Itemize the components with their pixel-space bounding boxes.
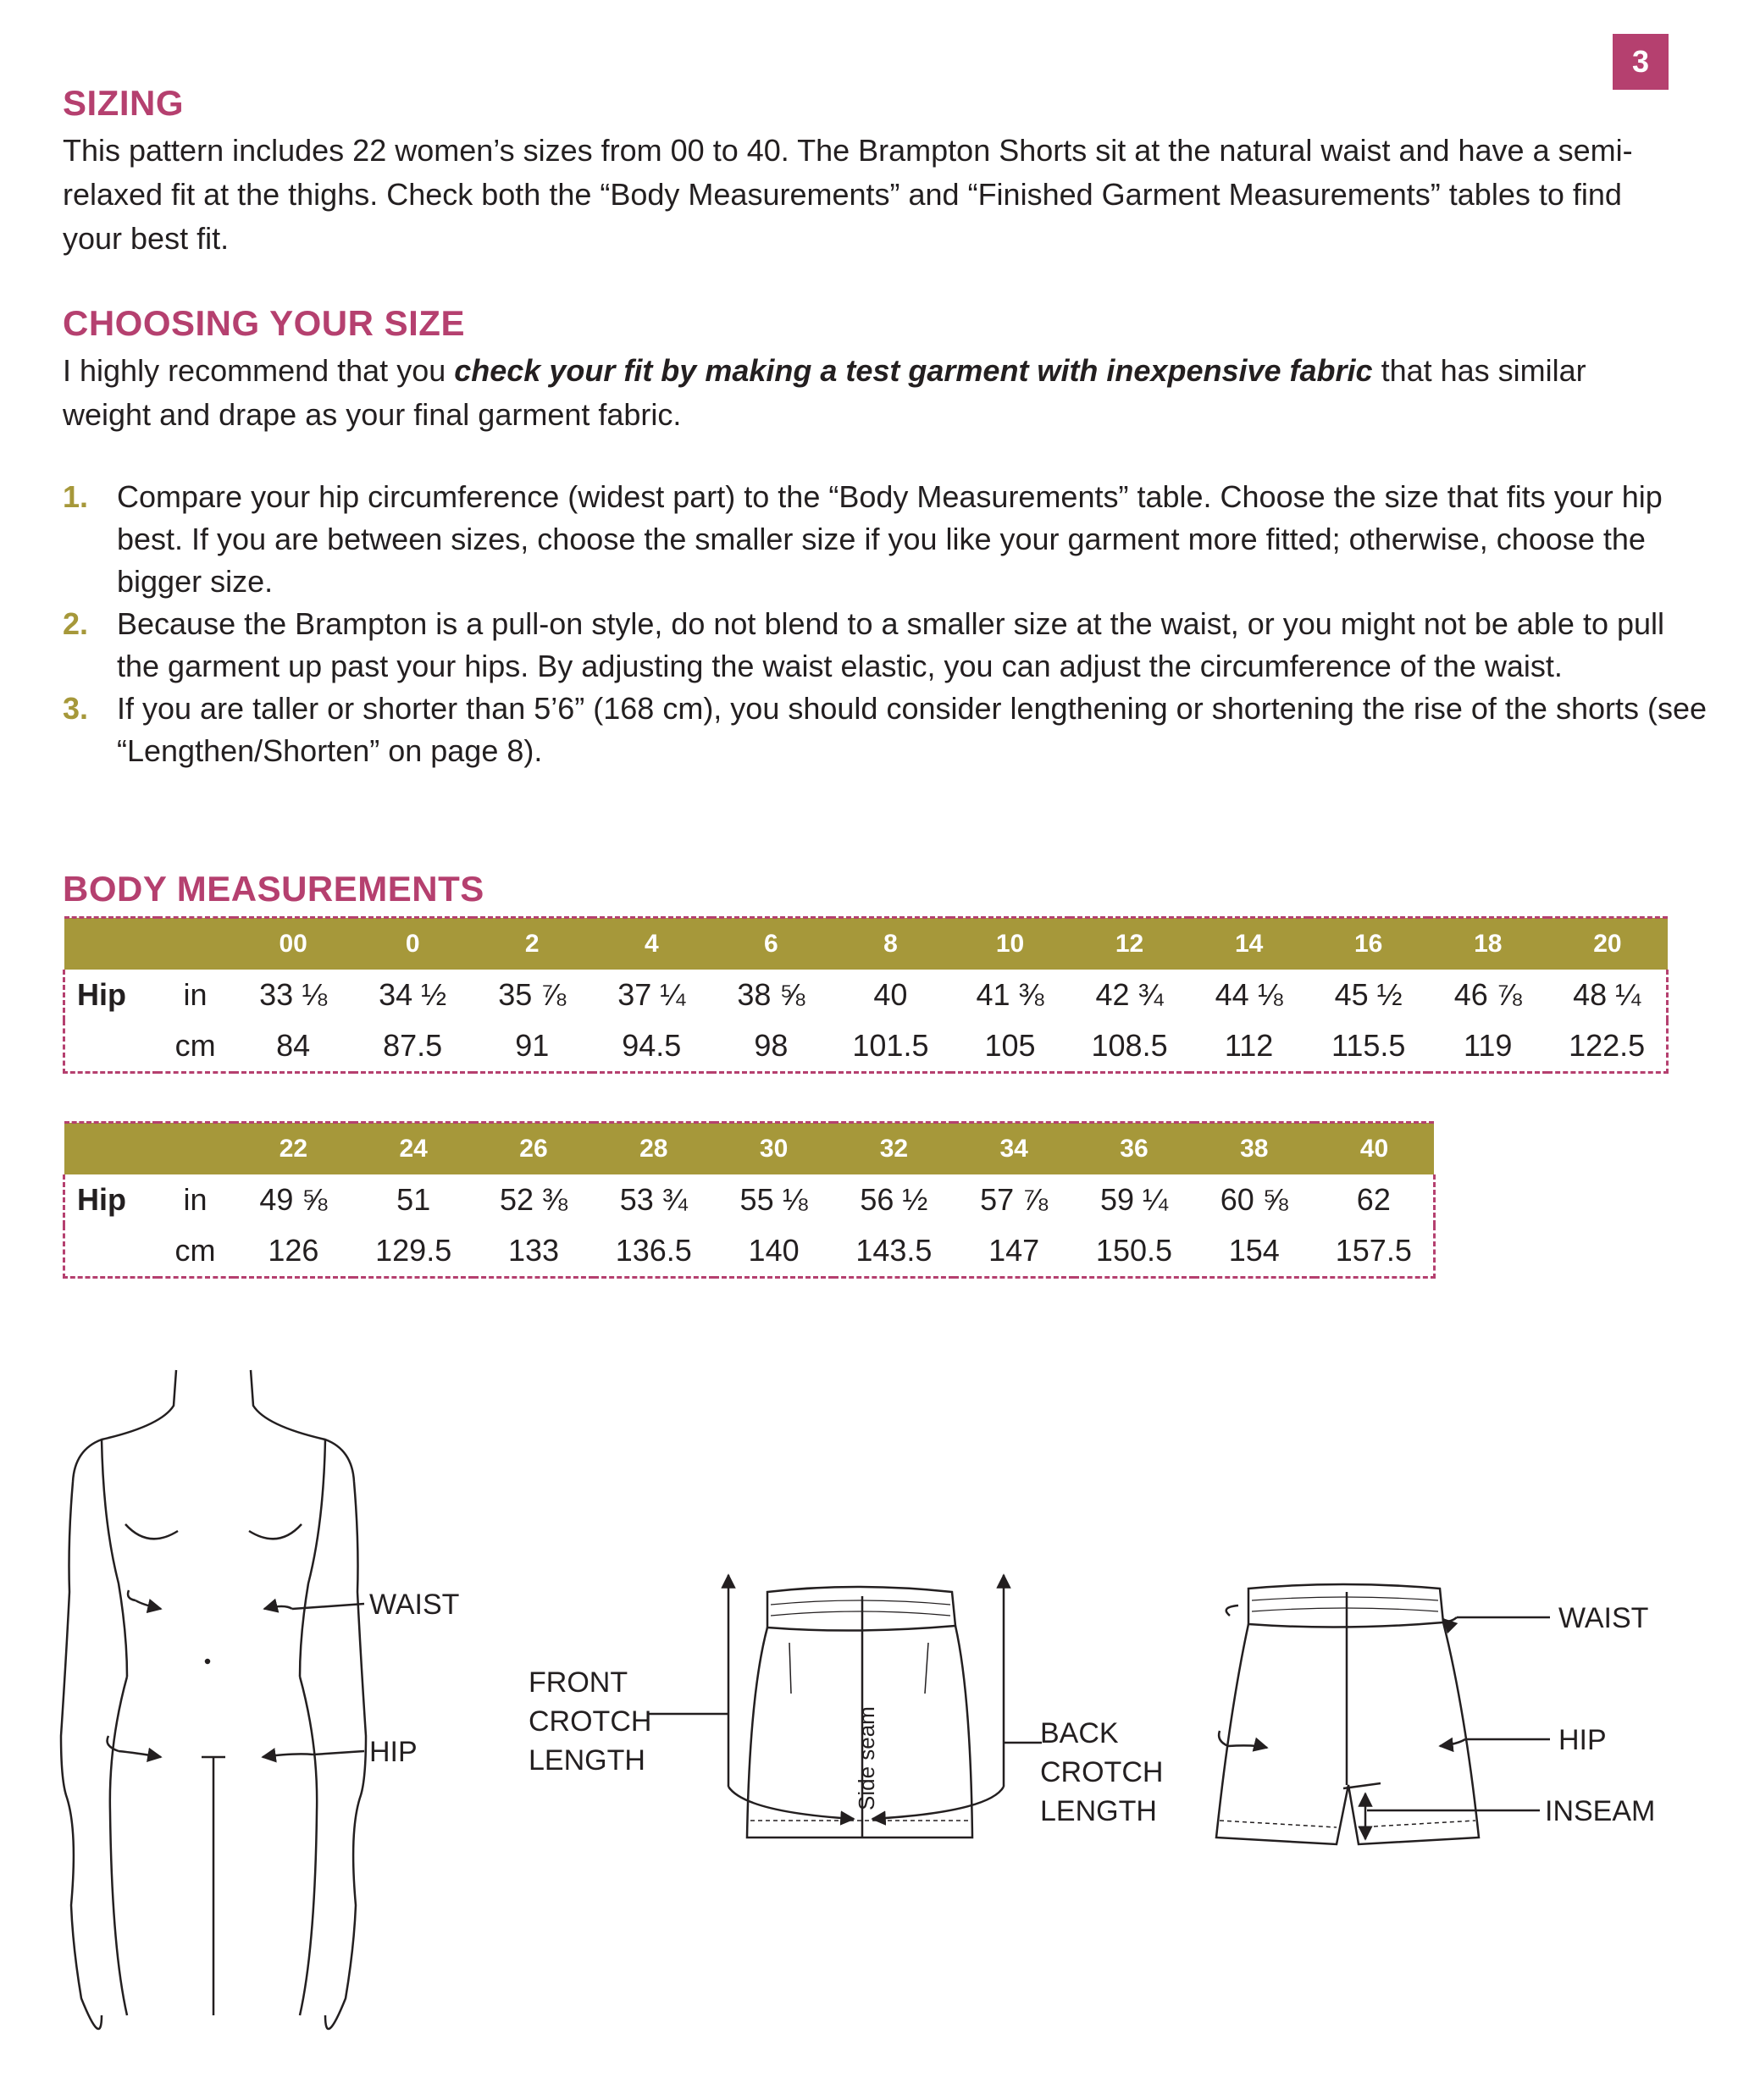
row-label-hip: Hip <box>64 970 158 1020</box>
hip-in-value: 44 ⅛ <box>1215 977 1283 1012</box>
size-header: 8 <box>831 918 950 970</box>
size-header: 30 <box>714 1123 834 1175</box>
size-header: 14 <box>1189 918 1309 970</box>
hip-cm-value: 87.5 <box>353 1020 473 1073</box>
sizing-heading: SIZING <box>63 83 185 123</box>
body-hip-label: HIP <box>369 1736 418 1768</box>
hip-cm-value: 94.5 <box>592 1020 711 1073</box>
shorts-hip-label: HIP <box>1558 1724 1607 1756</box>
hip-cm-value: 101.5 <box>831 1020 950 1073</box>
hip-in-value: 34 ½ <box>379 977 447 1012</box>
hip-in-value: 48 ¼ <box>1547 970 1667 1020</box>
size-header: 2 <box>473 918 592 970</box>
step-3: 3. If you are taller or shorter than 5’6” (168 cm), you should consider lengthening or shortening the rise of the shorts (see “Lengthen/Shorten” on page 8). <box>63 691 1708 768</box>
side-seam-label: Side seam <box>854 1706 879 1810</box>
body-measurements-heading: BODY MEASUREMENTS <box>63 869 484 909</box>
hip-in-value: 40 <box>873 977 908 1012</box>
size-header: 18 <box>1428 918 1547 970</box>
size-header: 28 <box>594 1123 714 1175</box>
unit-in: in <box>183 1182 208 1217</box>
size-header: 22 <box>234 1123 354 1175</box>
hip-in-value: 53 ¾ <box>619 1182 688 1217</box>
hip-cm-value: 105 <box>950 1020 1070 1073</box>
inseam-label: INSEAM <box>1545 1795 1656 1827</box>
hip-cm-value: 91 <box>473 1020 592 1073</box>
size-header: 10 <box>950 918 1070 970</box>
hip-cm-value: 122.5 <box>1547 1020 1667 1073</box>
step-1: 1. Compare your hip circumference (widest part) to the “Body Measurements” table. Choose the size that fits your hip best. If you are between sizes, choose the smaller size if you like your garment more fitted; otherwise, choose the bigger size. <box>63 479 1663 599</box>
hip-in-value: 59 ¼ <box>1099 1182 1169 1217</box>
size-header: 26 <box>473 1123 594 1175</box>
hip-in-value: 56 ½ <box>860 1182 928 1217</box>
size-header: 6 <box>711 918 831 970</box>
size-header: 4 <box>592 918 711 970</box>
front-crotch-label-1: FRONT <box>529 1666 628 1699</box>
size-header: 36 <box>1074 1123 1194 1175</box>
sizing-text: This pattern includes 22 women’s sizes from 00 to 40. The Brampton Shorts sit at the natural waist and have a semi-relaxed fit at the thighs. Check both the “Body Measurements” and “Finished Garment Measurements” tables to find your best fit. <box>63 133 1633 256</box>
front-crotch-label-3: LENGTH <box>529 1744 645 1777</box>
hip-in-value: 33 ⅛ <box>259 977 328 1012</box>
body-figure <box>61 1370 366 2029</box>
size-header: 12 <box>1070 918 1189 970</box>
hip-in-value: 62 <box>1315 1174 1435 1225</box>
choosing-heading: CHOOSING YOUR SIZE <box>63 303 465 343</box>
unit-cm: cm <box>158 1225 234 1278</box>
body-arrows <box>108 1590 365 1757</box>
choosing-text: I highly recommend that you check your fit by making a test garment with inexpensive fabric that has similar weight and drape as your final garment fabric. <box>63 353 1586 432</box>
hip-cm-value: 150.5 <box>1074 1225 1194 1278</box>
hip-cm-value: 143.5 <box>833 1225 954 1278</box>
hip-cm-value: 84 <box>234 1020 353 1073</box>
hip-in-value: 42 ¾ <box>1095 977 1164 1012</box>
size-header: 34 <box>954 1123 1074 1175</box>
hip-cm-value: 133 <box>473 1225 594 1278</box>
hip-cm-value: 126 <box>234 1225 354 1278</box>
body-waist-label: WAIST <box>369 1589 460 1621</box>
step-2: 2. Because the Brampton is a pull-on style, do not blend to a smaller size at the waist, or you might not be able to pull the garment up past your hips. By adjusting the waist elastic, you can adjust the circumference of the waist. <box>63 606 1665 683</box>
shorts-waist-label: WAIST <box>1558 1602 1649 1634</box>
hip-in-value: 38 ⅝ <box>737 977 805 1012</box>
unit-cm: cm <box>158 1020 234 1073</box>
hip-cm-value: 157.5 <box>1315 1225 1435 1278</box>
hip-cm-value: 136.5 <box>594 1225 714 1278</box>
back-crotch-label-2: CROTCH <box>1040 1756 1164 1788</box>
front-view-arrows <box>1219 1605 1550 1839</box>
size-header: 00 <box>234 918 353 970</box>
hip-in-value: 51 <box>396 1182 431 1217</box>
hip-in-value: 52 ⅜ <box>499 1182 568 1217</box>
size-header: 16 <box>1309 918 1428 970</box>
hip-cm-value: 108.5 <box>1070 1020 1189 1073</box>
back-crotch-label-3: LENGTH <box>1040 1795 1157 1827</box>
hip-cm-value: 115.5 <box>1309 1020 1428 1073</box>
hip-in-value: 57 ⅞ <box>980 1182 1049 1217</box>
page-number: 3 <box>1613 34 1669 90</box>
hip-cm-value: 98 <box>711 1020 831 1073</box>
size-header: 32 <box>833 1123 954 1175</box>
size-header: 0 <box>353 918 473 970</box>
size-header: 38 <box>1194 1123 1315 1175</box>
choosing-emphasis: check your fit by making a test garment with inexpensive fabric <box>454 353 1373 388</box>
hip-in-value: 60 ⅝ <box>1220 1182 1288 1217</box>
hip-in-value: 41 ⅜ <box>976 977 1044 1012</box>
hip-cm-value: 140 <box>714 1225 834 1278</box>
unit-in: in <box>183 977 208 1012</box>
row-label-hip: Hip <box>64 1174 158 1225</box>
size-header: 24 <box>353 1123 473 1175</box>
hip-cm-value: 112 <box>1189 1020 1309 1073</box>
hip-cm-value: 147 <box>954 1225 1074 1278</box>
hip-in-value: 46 ⅞ <box>1453 977 1522 1012</box>
hip-in-value: 35 ⅞ <box>498 977 567 1012</box>
hip-cm-value: 129.5 <box>353 1225 473 1278</box>
hip-in-value: 45 ½ <box>1334 977 1403 1012</box>
front-view-shorts <box>1216 1584 1479 1844</box>
size-header: 40 <box>1315 1123 1435 1175</box>
back-crotch-label-1: BACK <box>1040 1717 1119 1749</box>
size-header: 20 <box>1547 918 1667 970</box>
front-crotch-label-2: CROTCH <box>529 1705 652 1738</box>
hip-cm-value: 154 <box>1194 1225 1315 1278</box>
hip-in-value: 37 ¼ <box>617 977 686 1012</box>
hip-in-value: 55 ⅛ <box>739 1182 808 1217</box>
hip-cm-value: 119 <box>1428 1020 1547 1073</box>
hip-in-value: 49 ⅝ <box>259 1182 328 1217</box>
